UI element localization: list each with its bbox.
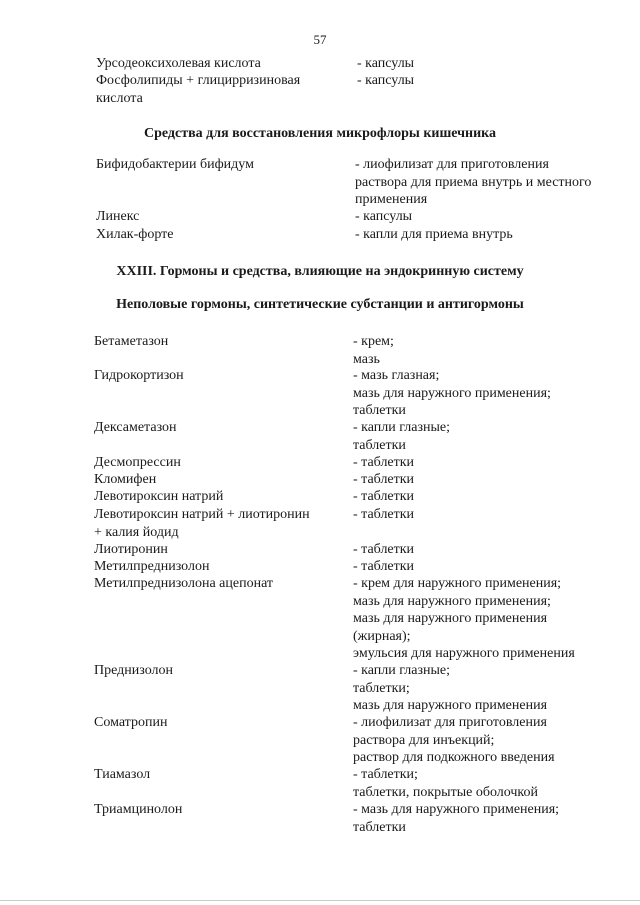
drug-form: - капли для приема внутрь <box>355 227 513 242</box>
drug-form: - таблетки <box>353 507 415 522</box>
drug-form: - лиофилизат для приготовления раствора для приема внутрь и местного применения <box>355 157 592 207</box>
drug-form: - крем для наружного применения; мазь для наружного применения; мазь для наружного применения (жирная); эмульсия для наружного применения <box>353 576 575 661</box>
drug-form: - капли глазные; таблетки; мазь для наружного применения <box>353 663 548 713</box>
section-title: Средства для восстановления микрофлоры кишечника <box>143 126 497 141</box>
drug-name: Десмопрессин <box>94 455 181 470</box>
scan-edge-line <box>0 900 640 901</box>
drug-name: Кломифен <box>94 472 157 487</box>
chapter-title: XXIII. Гормоны и средства, влияющие на эндокринную систему <box>116 264 524 279</box>
drug-form: - мазь глазная; мазь для наружного применения; таблетки <box>353 368 551 418</box>
drug-form: - таблетки <box>353 472 415 487</box>
drug-name: Бетаметазон <box>94 334 169 349</box>
drug-name: Соматропин <box>94 715 168 730</box>
drug-form: - капсулы <box>357 73 415 88</box>
drug-form: - крем; мазь <box>353 334 394 367</box>
drug-form: - капсулы <box>357 56 415 71</box>
drug-form: - таблетки <box>353 542 415 557</box>
drug-name: Хилак-форте <box>96 227 174 242</box>
drug-name: Фосфолипиды + глицирризиновая кислота <box>96 73 301 106</box>
drug-name: Левотироксин натрий <box>94 489 224 504</box>
drug-name: Преднизолон <box>94 663 173 678</box>
drug-form: - таблетки; таблетки, покрытые оболочкой <box>353 767 539 800</box>
drug-form: - капсулы <box>355 209 413 224</box>
drug-name: Бифидобактерии бифидум <box>96 157 254 172</box>
drug-form: - таблетки <box>353 489 415 504</box>
page-number: 57 <box>313 32 327 47</box>
drug-name: Метилпреднизолон <box>94 559 210 574</box>
drug-name: Линекс <box>96 209 140 224</box>
drug-name: Урсодеоксихолевая кислота <box>96 56 261 71</box>
drug-form: - мазь для наружного применения; таблетки <box>353 802 560 835</box>
drug-name: Тиамазол <box>94 767 151 782</box>
drug-name: Гидрокортизон <box>94 368 184 383</box>
drug-form: - таблетки <box>353 455 415 470</box>
drug-form: - лиофилизат для приготовления раствора для инъекций; раствор для подкожного введения <box>353 715 555 765</box>
drug-name: Левотироксин натрий + лиотиронин + калия йодид <box>94 507 310 540</box>
drug-form: - капли глазные; таблетки <box>353 420 451 453</box>
section-title: Неполовые гормоны, синтетические субстанции и антигормоны <box>116 297 524 312</box>
drug-name: Триамцинолон <box>94 802 183 817</box>
drug-name: Метилпреднизолона ацепонат <box>94 576 274 591</box>
drug-name: Лиотиронин <box>94 542 168 557</box>
drug-form: - таблетки <box>353 559 415 574</box>
drug-name: Дексаметазон <box>94 420 177 435</box>
